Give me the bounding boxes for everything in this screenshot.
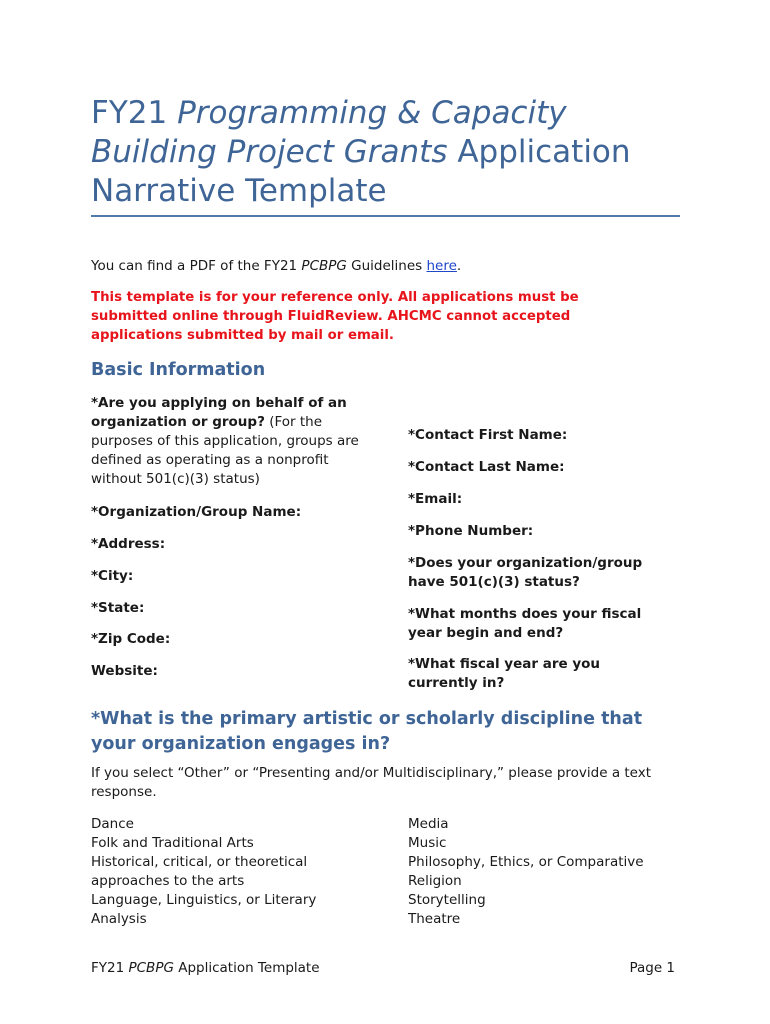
discipline-list-right <box>408 815 678 929</box>
applying-note: (For the purposes of this application, groups are defined as operating as a nonprofit without 501(c)(3) status) <box>91 414 359 487</box>
contact-first-name-field[interactable]: *Contact First Name: <box>408 427 568 443</box>
address-field[interactable]: *Address: <box>91 536 166 552</box>
discipline-option[interactable]: Music <box>408 835 447 851</box>
title-divider <box>91 215 680 217</box>
email-field[interactable]: *Email: <box>408 491 463 507</box>
discipline-option[interactable]: Media <box>408 816 449 832</box>
org-name-field[interactable]: *Organization/Group Name: <box>91 504 302 520</box>
footer-abbrev: PCBPG <box>128 960 174 976</box>
phone-number-field[interactable]: *Phone Number: <box>408 523 534 539</box>
applying-label: *Are you applying on behalf of an organization or group? <box>91 395 347 430</box>
intro-paragraph <box>91 257 461 276</box>
city-field[interactable]: *City: <box>91 568 134 584</box>
contact-last-name-field[interactable]: *Contact Last Name: <box>408 459 565 475</box>
basic-info-heading: Basic Information <box>91 360 266 380</box>
intro-text-2: Guidelines <box>346 258 427 274</box>
title-prefix: FY21 <box>91 95 178 131</box>
page-title <box>91 94 681 211</box>
footer-text-2: Application Template <box>173 960 320 976</box>
discipline-note: If you select “Other” or “Presenting and/or Multidisciplinary,” please provide a text response. <box>91 765 652 800</box>
discipline-option[interactable]: Theatre <box>408 911 461 927</box>
applying-question[interactable] <box>91 394 381 489</box>
intro-text: You can find a PDF of the FY21 <box>91 258 302 274</box>
discipline-option[interactable]: Dance <box>91 816 134 832</box>
footer-document-name <box>91 960 320 976</box>
guidelines-link[interactable]: here <box>426 258 457 274</box>
discipline-option[interactable]: Storytelling <box>408 892 486 908</box>
website-field[interactable]: Website: <box>91 663 158 679</box>
discipline-list-left <box>91 815 331 929</box>
fiscal-months-field[interactable]: *What months does your fiscal year begin and end? <box>408 606 642 641</box>
discipline-heading: *What is the primary artistic or scholarly discipline that your organization engages in? <box>91 709 643 754</box>
intro-period: . <box>456 258 462 274</box>
page-number: Page 1 <box>629 960 675 976</box>
intro-abbrev: PCBPG <box>301 258 347 274</box>
title-program-name: Programming & Capacity Building Project Grants <box>91 95 567 170</box>
501c3-status-field[interactable]: *Does your organization/group have 501(c)(3) status? <box>408 555 643 590</box>
fiscal-year-field[interactable]: *What fiscal year are you currently in? <box>408 656 601 691</box>
discipline-option[interactable]: Language, Linguistics, or Literary Analysis <box>91 892 317 927</box>
discipline-option[interactable]: Philosophy, Ethics, or Comparative Religion <box>408 854 644 889</box>
document-page <box>91 0 681 1024</box>
zip-code-field[interactable]: *Zip Code: <box>91 631 171 647</box>
warning-notice: This template is for your reference only. All applications must be submitted online through FluidReview. AHCMC cannot accepted applications submitted by mail or email. <box>91 290 579 343</box>
footer-text: FY21 <box>91 960 129 976</box>
discipline-option[interactable]: Folk and Traditional Arts <box>91 835 254 851</box>
discipline-option[interactable]: Historical, critical, or theoretical approaches to the arts <box>91 854 308 889</box>
title-suffix: Application Narrative Template <box>91 134 631 209</box>
state-field[interactable]: *State: <box>91 600 145 616</box>
